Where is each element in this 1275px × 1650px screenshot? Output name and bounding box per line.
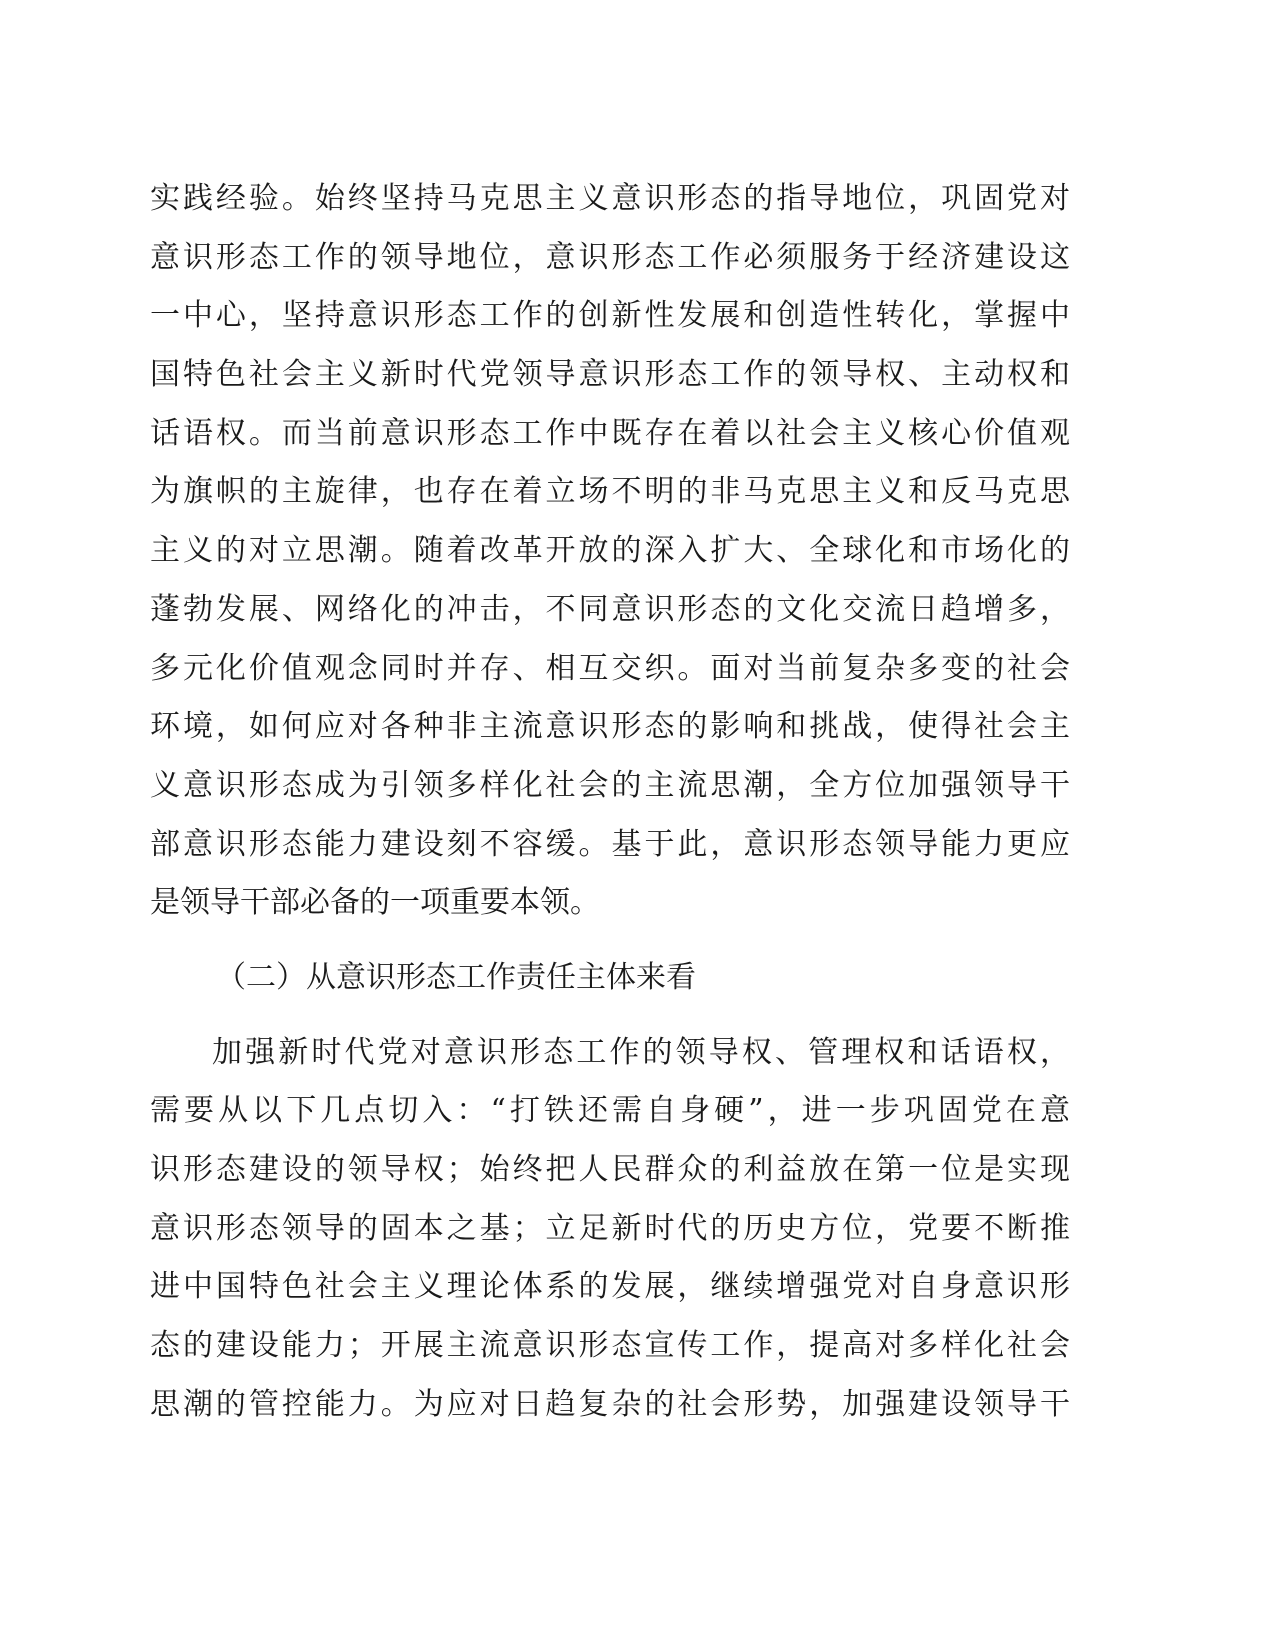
paragraph-1 [150,170,1070,933]
text-line: 态的建设能力；开展主流意识形态宣传工作，提高对多样化社会 [150,1328,1070,1364]
section-heading: （二）从意识形态工作责任主体来看 [216,959,696,995]
text-line: 话语权。而当前意识形态工作中既存在着以社会主义核心价值观 [150,415,1070,451]
text-line: 意识形态工作的领导地位，意识形态工作必须服务于经济建设这 [150,239,1070,275]
text-line: 需要从以下几点切入：“打铁还需自身硬”，进一步巩固党在意 [150,1093,1070,1129]
text-line: 加强新时代党对意识形态工作的领导权、管理权和话语权， [212,1034,1070,1070]
text-line: 为旗帜的主旋律，也存在着立场不明的非马克思主义和反马克思 [150,474,1070,510]
text-line: 义意识形态成为引领多样化社会的主流思潮，全方位加强领导干 [150,767,1070,803]
text-line: 多元化价值观念同时并存、相互交织。面对当前复杂多变的社会 [150,650,1070,686]
text-line: 部意识形态能力建设刻不容缓。基于此，意识形态领导能力更应 [150,826,1070,862]
text-line: 识形态建设的领导权；始终把人民群众的利益放在第一位是实现 [150,1152,1070,1187]
text-line: 实践经验。始终坚持马克思主义意识形态的指导地位，巩固党对 [150,181,1070,216]
text-line: 一中心，坚持意识形态工作的创新性发展和创造性转化，掌握中 [150,298,1070,334]
document-body [150,170,1070,1434]
text-line: 蓬勃发展、网络化的冲击，不同意识形态的文化交流日趋增多， [150,591,1070,627]
text-line: 进中国特色社会主义理论体系的发展，继续增强党对自身意识形 [150,1269,1070,1305]
text-line: 主义的对立思潮。随着改革开放的深入扩大、全球化和市场化的 [150,533,1070,569]
text-line: 国特色社会主义新时代党领导意识形态工作的领导权、主动权和 [150,357,1070,393]
text-line: 环境，如何应对各种非主流意识形态的影响和挑战，使得社会主 [150,709,1070,745]
text-line: 思潮的管控能力。为应对日趋复杂的社会形势，加强建设领导干 [150,1386,1070,1422]
paragraph-2 [150,1024,1070,1435]
text-line: 意识形态领导的固本之基；立足新时代的历史方位，党要不断推 [150,1210,1070,1246]
text-line: 是领导干部必备的一项重要本领。 [150,885,600,921]
